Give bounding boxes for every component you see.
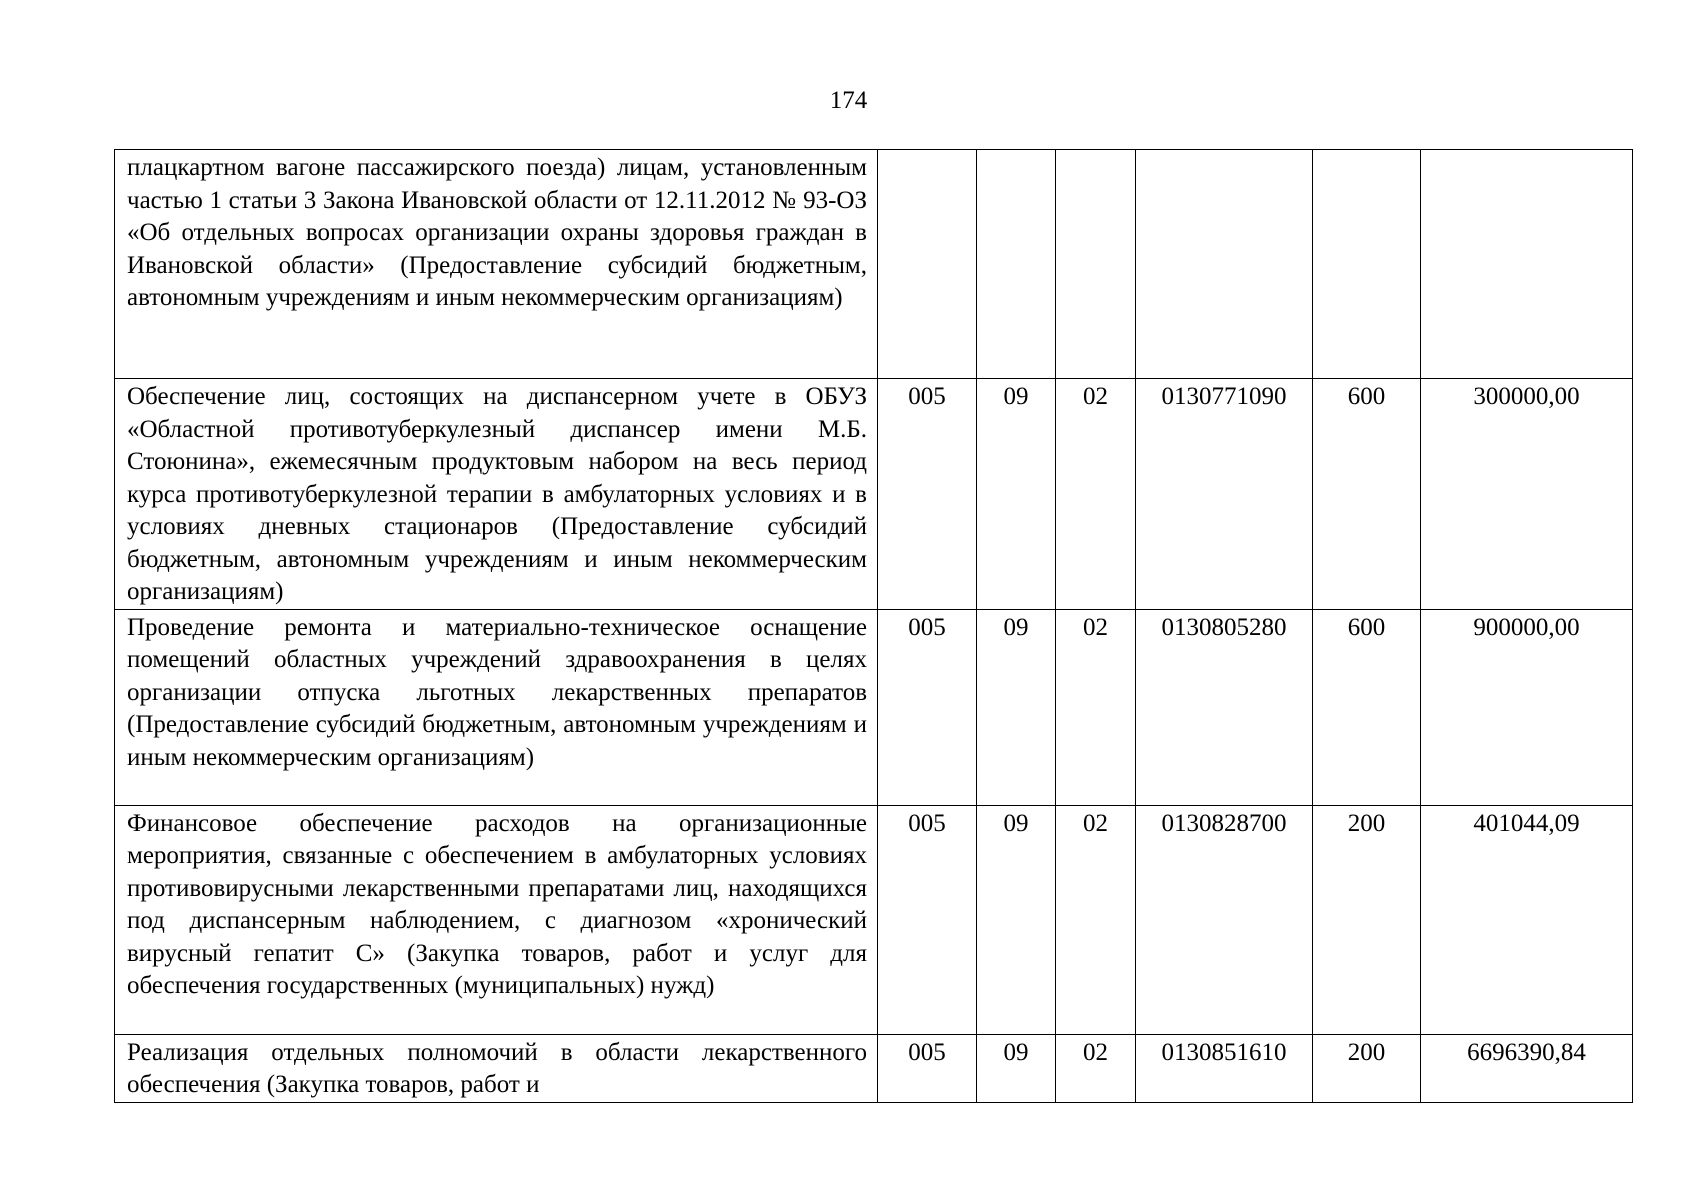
amount: 401044,09 — [1421, 805, 1633, 1034]
table-row — [115, 379, 1633, 610]
target-item-code: 0130771090 — [1136, 379, 1313, 610]
section-code: 09 — [977, 609, 1056, 805]
ministry-code: 005 — [878, 379, 977, 610]
budget-table — [114, 149, 1633, 1103]
table-row — [115, 1034, 1633, 1102]
ministry-code — [878, 150, 977, 379]
amount: 900000,00 — [1421, 609, 1633, 805]
row-description: Обеспечение лиц, состоящих на диспансерном учете в ОБУЗ «Областной противотуберкулезный диспансер имени М.Б. Стоюнина», ежемесячным продуктовым набором на весь период курса противотуберкулезной терапии в амбулаторных условиях и в условиях дневных стационаров (Предоставление субсидий бюджетным, автономным учреждениям и иным некоммерческим организациям) — [115, 379, 878, 610]
row-description: плацкартном вагоне пассажирского поезда) лицам, установленным частью 1 статьи 3 Закона Ивановской области от 12.11.2012 № 93-ОЗ «Об отдельных вопросах организации охраны здоровья граждан в Ивановской области» (Предоставление субсидий бюджетным, автономным учреждениям и иным некоммерческим организациям) — [115, 150, 878, 379]
expense-type-code — [1313, 150, 1421, 379]
amount: 300000,00 — [1421, 379, 1633, 610]
target-item-code: 0130851610 — [1136, 1034, 1313, 1102]
expense-type-code: 200 — [1313, 805, 1421, 1034]
section-code: 09 — [977, 379, 1056, 610]
ministry-code: 005 — [878, 609, 977, 805]
amount: 6696390,84 — [1421, 1034, 1633, 1102]
amount — [1421, 150, 1633, 379]
subsection-code: 02 — [1056, 379, 1136, 610]
section-code: 09 — [977, 1034, 1056, 1102]
row-description: Проведение ремонта и материально-техническое оснащение помещений областных учреждений здравоохранения в целях организации отпуска льготных лекарственных препаратов (Предоставление субсидий бюджетным, автономным учреждениям и иным некоммерческим организациям) — [115, 609, 878, 805]
section-code — [977, 150, 1056, 379]
expense-type-code: 200 — [1313, 1034, 1421, 1102]
row-description: Финансовое обеспечение расходов на организационные мероприятия, связанные с обеспечением в амбулаторных условиях противовирусными лекарственными препаратами лиц, находящихся под диспансерным наблюдением, с диагнозом «хронический вирусный гепатит С» (Закупка товаров, работ и услуг для обеспечения государственных (муниципальных) нужд) — [115, 805, 878, 1034]
ministry-code: 005 — [878, 1034, 977, 1102]
table-row — [115, 609, 1633, 805]
row-description: Реализация отдельных полномочий в области лекарственного обеспечения (Закупка товаров, работ и — [115, 1034, 878, 1102]
page-number: 174 — [829, 87, 868, 114]
section-code: 09 — [977, 805, 1056, 1034]
subsection-code: 02 — [1056, 609, 1136, 805]
subsection-code: 02 — [1056, 805, 1136, 1034]
subsection-code — [1056, 150, 1136, 379]
target-item-code — [1136, 150, 1313, 379]
ministry-code: 005 — [878, 805, 977, 1034]
target-item-code: 0130828700 — [1136, 805, 1313, 1034]
expense-type-code: 600 — [1313, 609, 1421, 805]
target-item-code: 0130805280 — [1136, 609, 1313, 805]
subsection-code: 02 — [1056, 1034, 1136, 1102]
table-row — [115, 805, 1633, 1034]
expense-type-code: 600 — [1313, 379, 1421, 610]
table-row — [115, 150, 1633, 379]
